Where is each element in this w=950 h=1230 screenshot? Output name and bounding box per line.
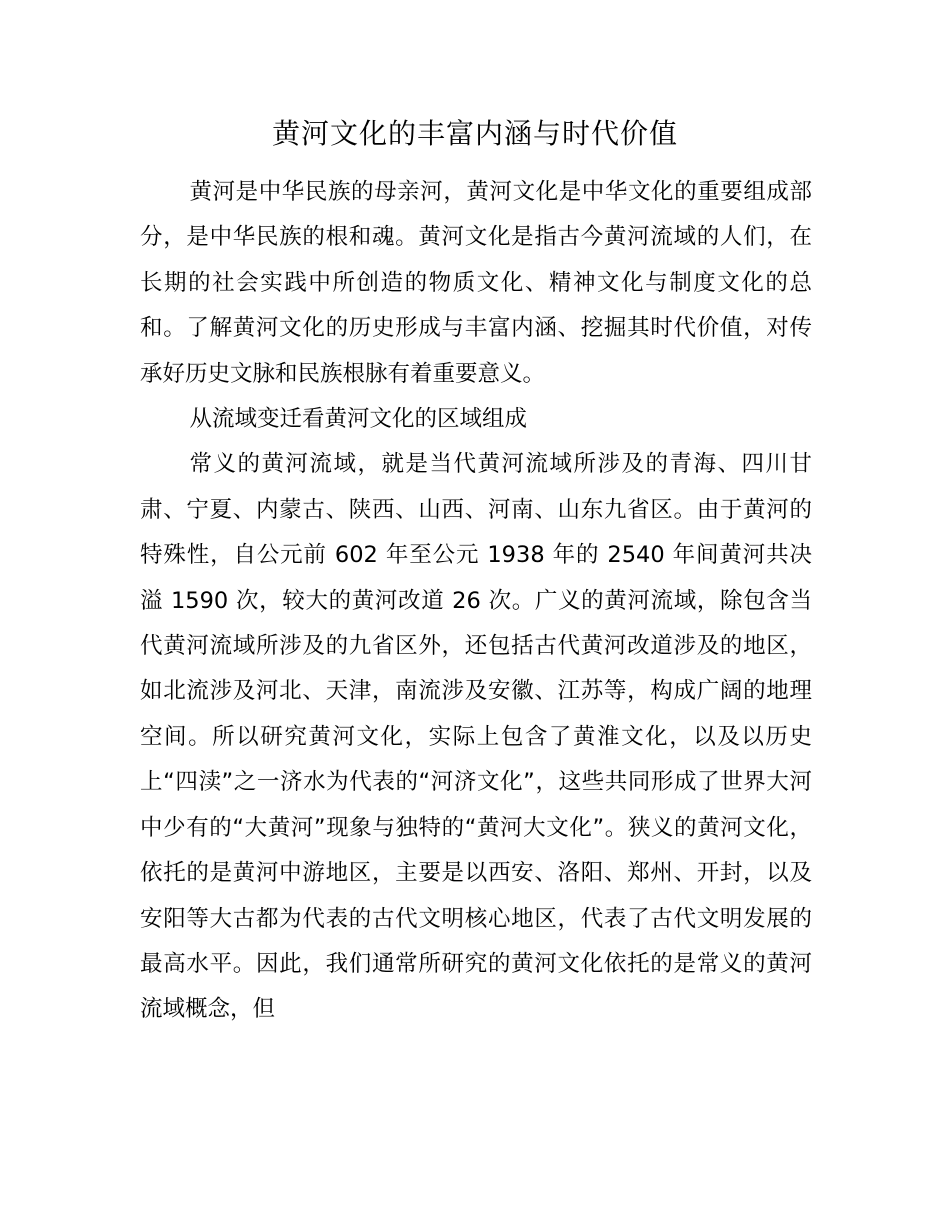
- document-body: [140, 170, 812, 1033]
- intro-paragraph: 黄河是中华民族的母亲河，黄河文化是中华文化的重要组成部分，是中华民族的根和魂。黄河文化是指古今黄河流域的人们，在长期的社会实践中所创造的物质文化、精神文化与制度文化的总和。了解黄河文化的历史形成与丰富内涵、挖掘其时代价值，对传承好历史文脉和民族根脉有着重要意义。: [140, 179, 812, 387]
- section-heading: 从流域变迁看黄河文化的区域组成: [189, 406, 528, 433]
- document-title: 黄河文化的丰富内涵与时代价值: [271, 117, 678, 150]
- body-paragraph: 常义的黄河流域，就是当代黄河流域所涉及的青海、四川甘肃、宁夏、内蒙古、陕西、山西、河南、山东九省区。由于黄河的特殊性，自公元前 602 年至公元 1938 年的 2540 年间黄河共决溢 1590 次，较大的黄河改道 26 次。广义的黄河流域，除包含当代黄河流域所涉及的九省区外，还包括古代黄河改道涉及的地区，如北流涉及河北、天津，南流涉及安徽、江苏等，构成广阔的地理空间。所以研究黄河文化，实际上包含了黄淮文化，以及以历史上“四渎”之一济水为代表的“河济文化”，这些共同形成了世界大河中少有的“大黄河”现象与独特的“黄河大文化”。狭义的黄河文化，依托的是黄河中游地区，主要是以西安、洛阳、郑州、开封，以及安阳等大古都为代表的古代文明核心地区，代表了古代文明发展的最高水平。因此，我们通常所研究的黄河文化依托的是常义的黄河流域概念，但: [140, 451, 812, 1023]
